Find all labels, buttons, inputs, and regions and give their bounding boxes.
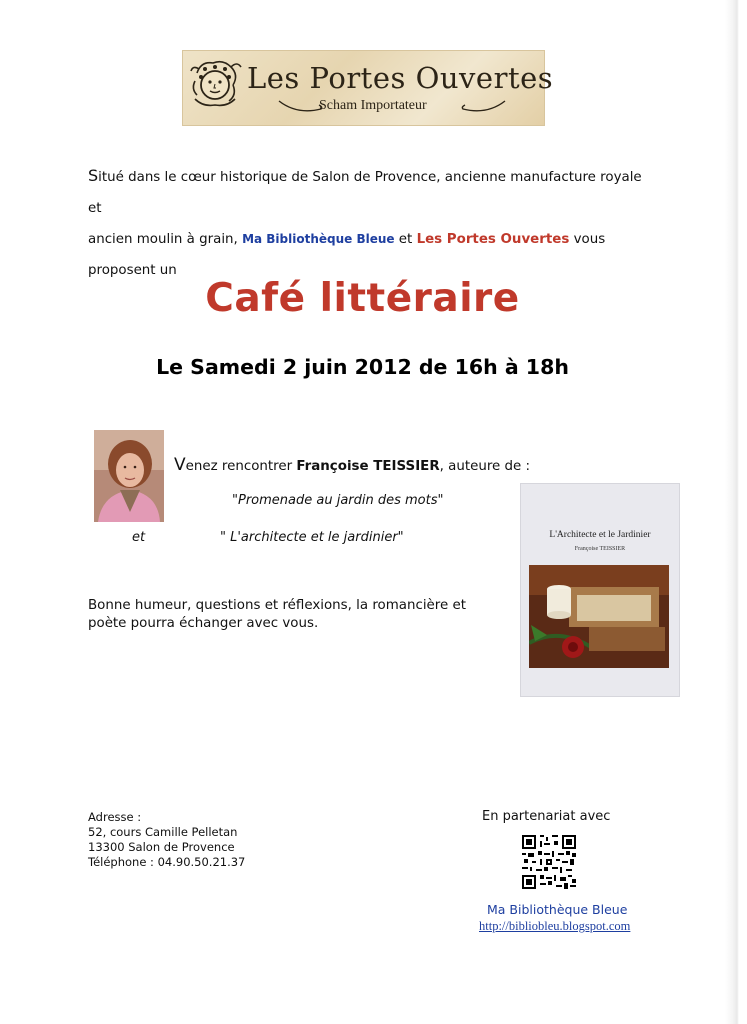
partner-red-name: Les Portes Ouvertes: [416, 232, 570, 247]
intro-line-2-post: vous: [569, 232, 606, 247]
partner-url-link[interactable]: http://bibliobleu.blogspot.com: [479, 919, 631, 933]
author-portrait-icon: [94, 430, 164, 522]
meet-author-line: [174, 455, 530, 475]
cherub-face-icon: [187, 55, 243, 111]
book-cover: [520, 483, 680, 697]
cover-title: L'Architecte et le Jardinier: [549, 530, 651, 540]
book-title-2: " L'architecte et le jardinier": [220, 530, 404, 545]
intro-line-3: proposent un: [88, 263, 177, 278]
intro-line-1: [88, 160, 648, 224]
author-name: Françoise TEISSIER: [296, 459, 440, 474]
intro-line-1-text: itué dans le cœur historique de Salon de Provence, ancienne manufacture royale et: [88, 170, 642, 216]
book-title-1: "Promenade au jardin des mots": [232, 493, 444, 508]
page-edge: [725, 0, 747, 1024]
meet-post-text: , auteure de :: [439, 459, 531, 474]
address-city: 13300 Salon de Provence: [88, 840, 235, 854]
intro-paragraph: [88, 160, 648, 286]
partner-name: Ma Bibliothèque Bleue: [487, 902, 628, 917]
address-label: Adresse :: [88, 810, 142, 824]
intro-line-2-mid: et: [394, 232, 417, 247]
cover-still-life-icon: [529, 565, 669, 668]
logo-banner: [182, 50, 554, 126]
qr-code-icon: [522, 835, 576, 889]
book-connector: et: [132, 530, 146, 545]
partner-label: En partenariat avec: [482, 809, 611, 824]
intro-line-2: [88, 224, 648, 255]
meet-drop-letter: V: [174, 455, 186, 475]
event-description: Bonne humeur, questions et réflexions, la romancière et poète pourra échanger avec vous.: [88, 598, 466, 631]
intro-drop-letter: S: [88, 166, 99, 185]
partner-blue-name: Ma Bibliothèque Bleue: [242, 232, 395, 246]
author-photo: [94, 430, 164, 522]
intro-line-2-pre: ancien moulin à grain,: [88, 232, 243, 247]
meet-pre-text: enez rencontrer: [185, 459, 297, 474]
cover-author: Françoise TEISSIER: [574, 546, 626, 552]
address-phone: Téléphone : 04.90.50.21.37: [88, 855, 246, 869]
logo-title: Les Portes Ouvertes: [247, 61, 554, 95]
logo-subtitle: Scham Importateur: [319, 98, 427, 113]
address-street: 52, cours Camille Pelletan: [88, 825, 238, 839]
event-title: Café littéraire: [205, 276, 520, 321]
event-date: Le Samedi 2 juin 2012 de 16h à 18h: [156, 355, 569, 379]
address-block: [88, 810, 245, 870]
